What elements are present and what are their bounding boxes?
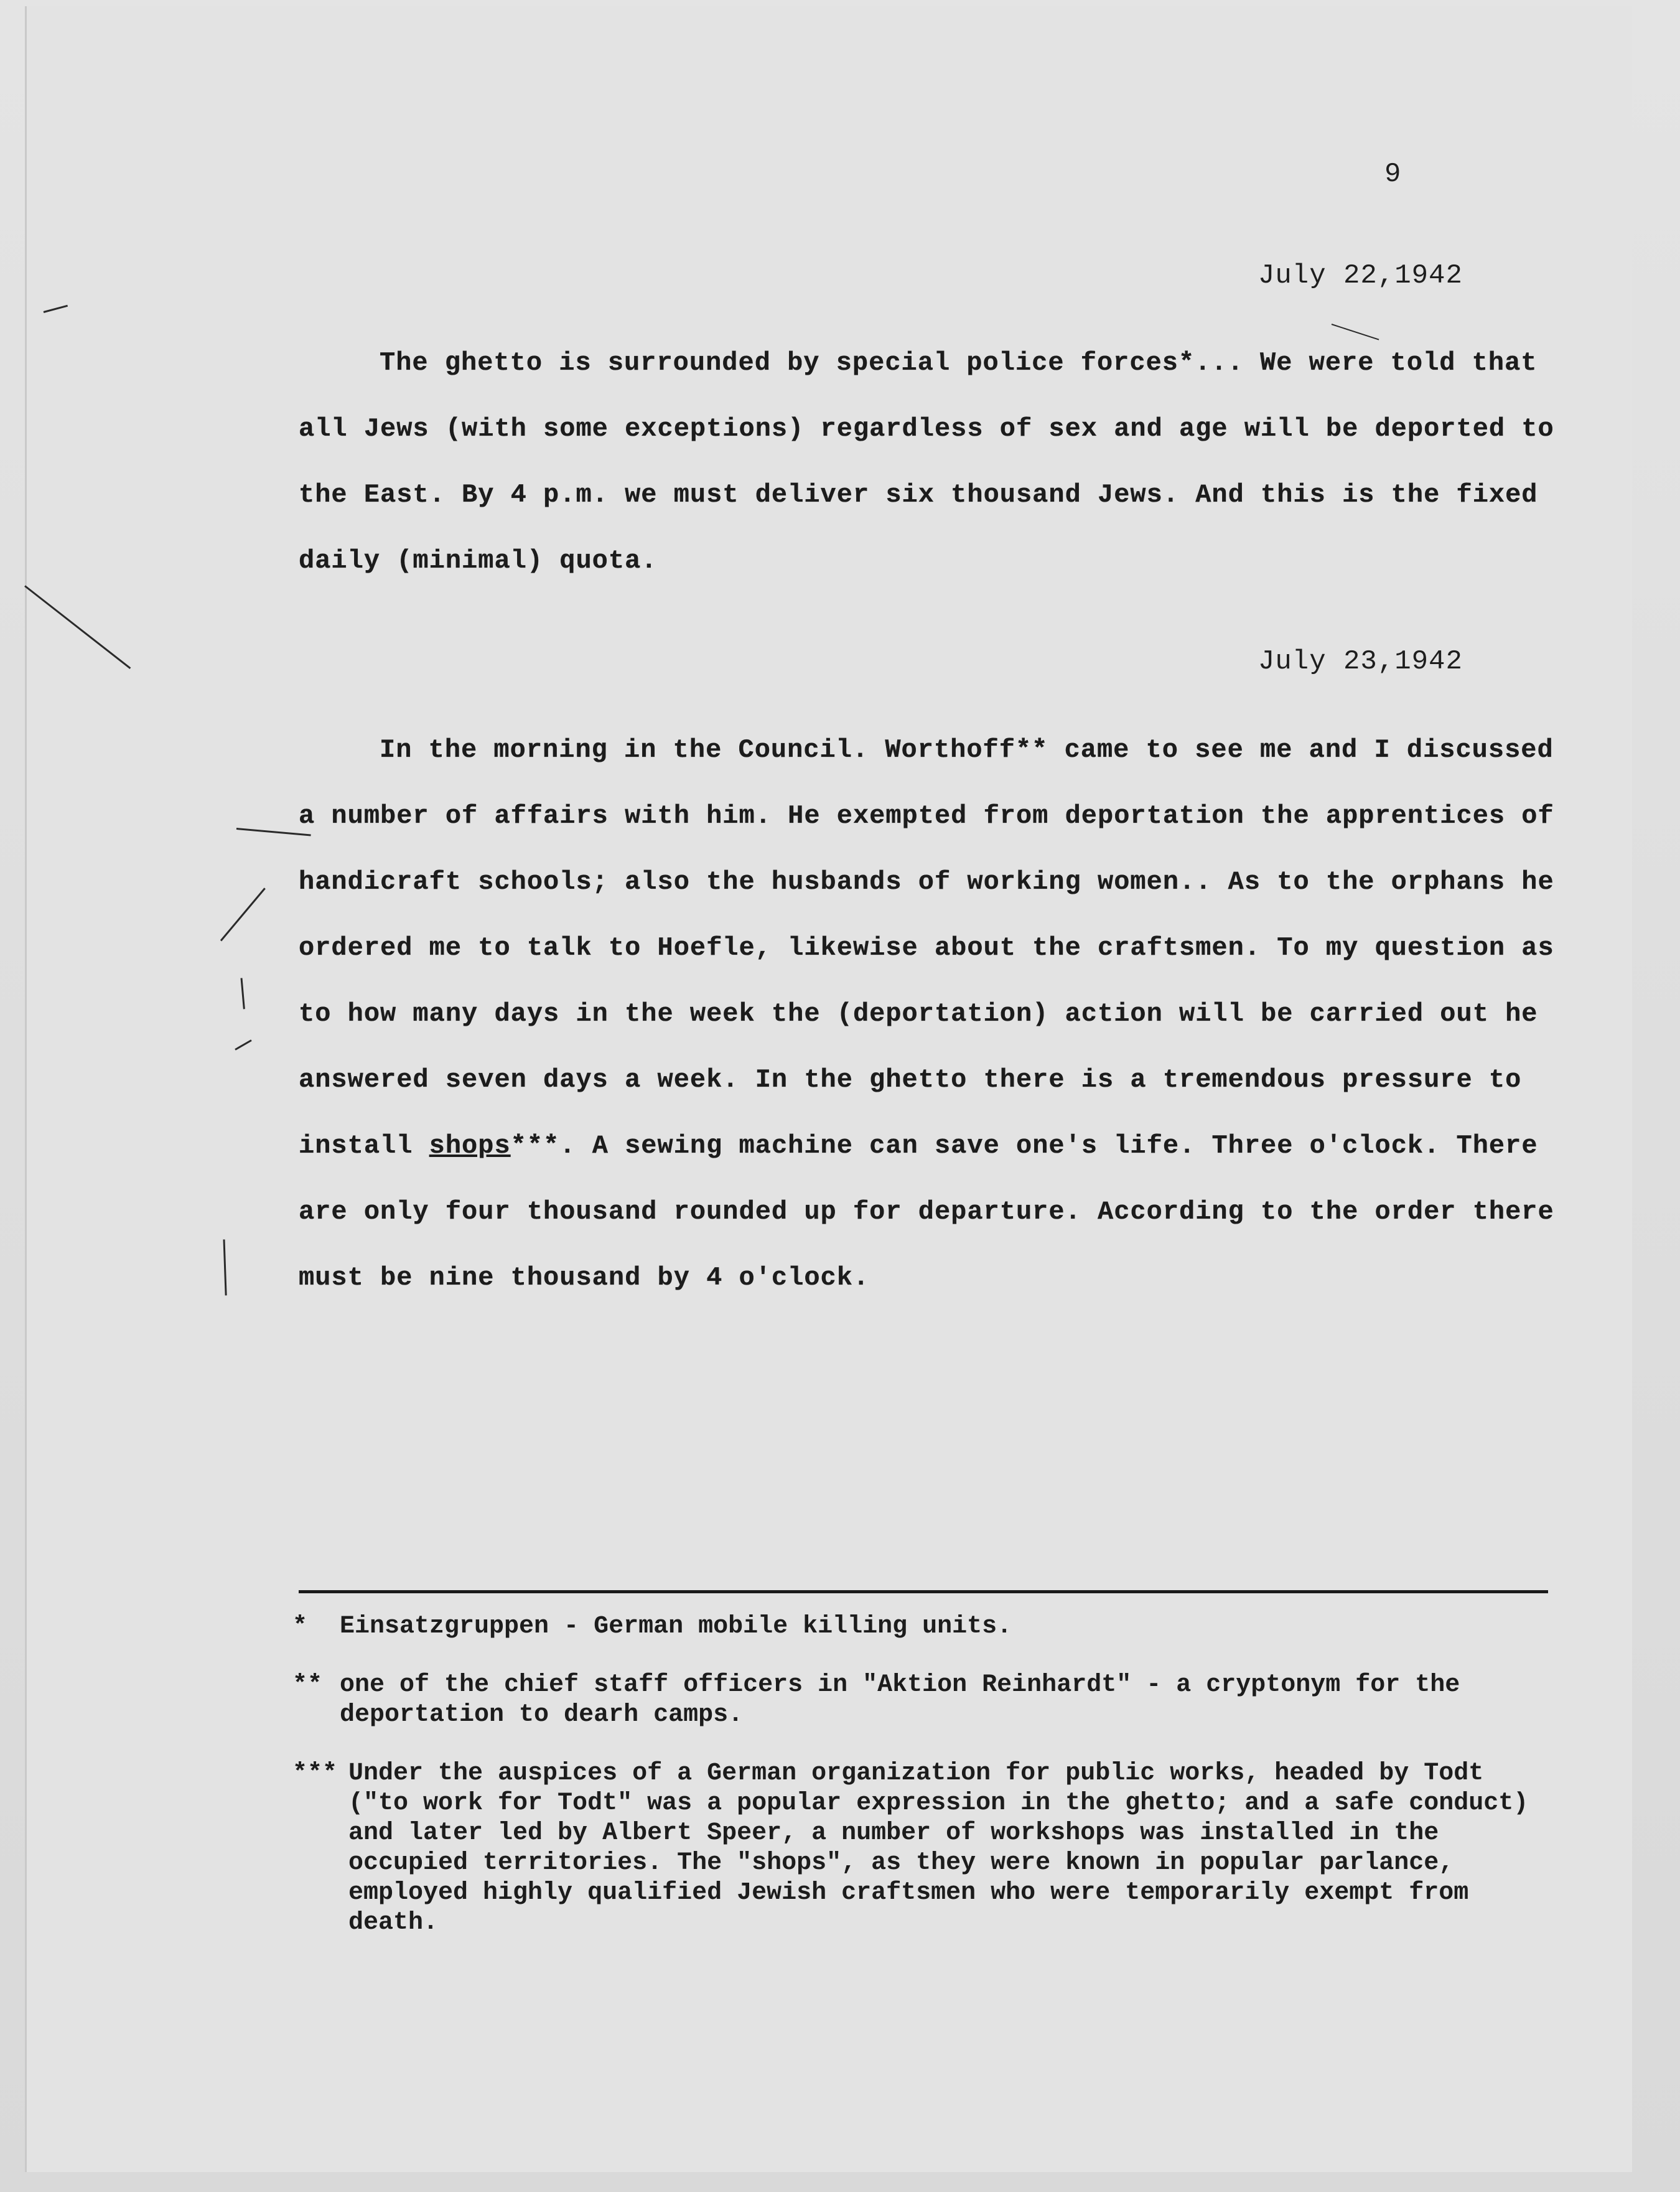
footnote-mark: *** xyxy=(292,1759,338,1787)
footnotes xyxy=(292,1612,1543,1967)
footnote-text: Einsatzgruppen - German mobile killing units. xyxy=(340,1613,1012,1641)
footnote-text: one of the chief staff officers in "Aktion Reinhardt" - a cryptonym for the deportation to dearh camps. xyxy=(340,1671,1460,1729)
entry-text xyxy=(299,717,1556,1311)
entry-text-part: In the morning in the Council. Worthoff** came to see me and I discussed a number of affairs with him. He exempted from deportation the apprentices of handicraft schools; also the husbands of working women.. As to the orphans he ordered me to talk to Hoefle, likewise about the craftsmen. To my question as to how many days in the week the (deportation) action will be carried out he answered seven days a week. In the ghetto there is a tremendous pressure to install xyxy=(299,735,1554,1161)
diary-entry xyxy=(299,330,1556,594)
entry-date: July 22,1942 xyxy=(1258,260,1463,291)
underlined-word: shops xyxy=(429,1131,511,1161)
page-number: 9 xyxy=(1384,159,1401,190)
footnote xyxy=(292,1612,1543,1642)
footnote xyxy=(292,1759,1543,1938)
footnote xyxy=(292,1670,1543,1730)
entry-date: July 23,1942 xyxy=(1258,646,1463,677)
entry-text-part: ***. A sewing machine can save one's life. Three o'clock. There are only four thousand rounded up for departure. According to the order there must be nine thousand by 4 o'clock. xyxy=(299,1131,1554,1293)
footnote-text: Under the auspices of a German organization for public works, headed by Todt ("to work for Todt" was a popular expression in the ghetto; and a safe conduct) and later led by Albert Speer, a number of workshops was installed in the occupied territories. The "shops", as they were known in popular parlance, employed highly qualified Jewish craftsmen who were temporarily exempt from death. xyxy=(348,1759,1529,1937)
entry-text: The ghetto is surrounded by special police forces*... We were told that all Jews (with some exceptions) regardless of sex and age will be deported to the East. By 4 p.m. we must deliver six thousand Jews. And this is the fixed daily (minimal) quota. xyxy=(299,348,1554,576)
footnote-divider xyxy=(299,1590,1548,1593)
footnote-mark: ** xyxy=(292,1671,323,1699)
diary-entry xyxy=(299,717,1556,1311)
footnote-mark: * xyxy=(292,1613,308,1641)
